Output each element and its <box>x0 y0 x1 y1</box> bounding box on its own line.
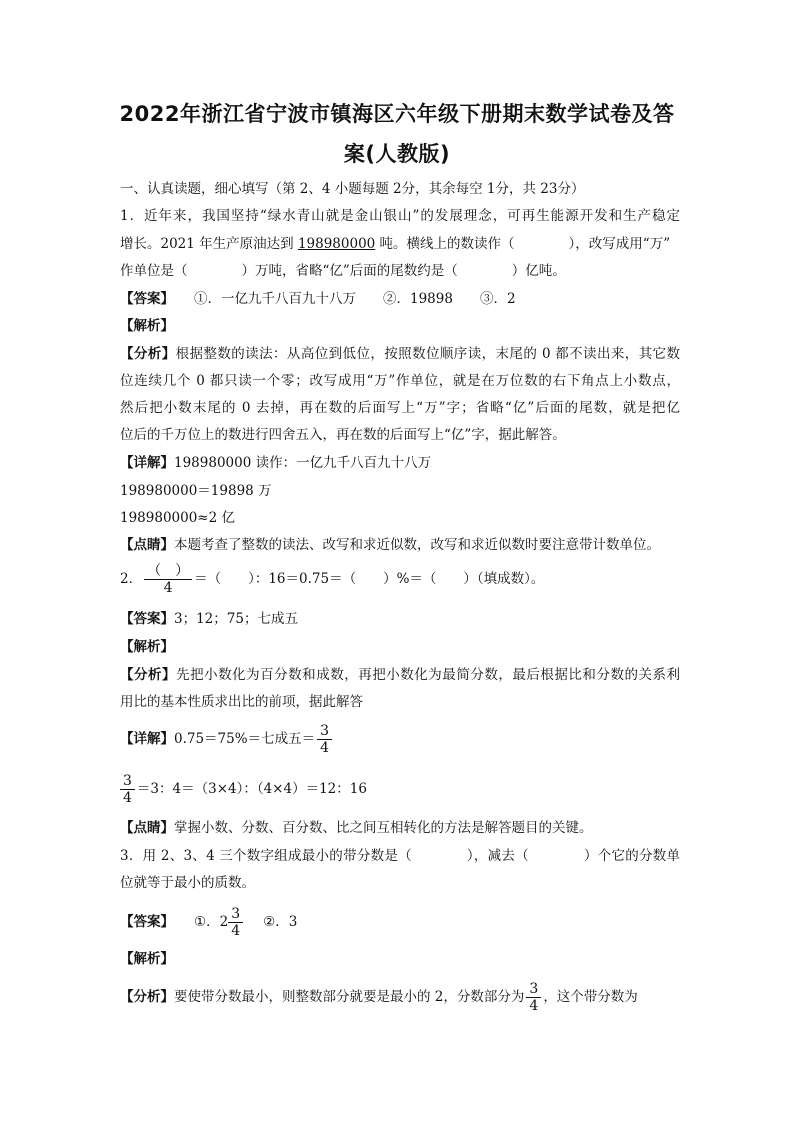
q2-xiangjie-line-1 <box>120 718 680 760</box>
q2-number: 2． <box>120 571 143 587</box>
xiangjie-label: 【详解】 <box>120 731 174 747</box>
answer-label: 【答案】 <box>120 291 174 307</box>
xiangjie-label: 【详解】 <box>120 455 174 471</box>
q2-fenxi-line-1 <box>120 664 680 686</box>
q2-fraction-numerator: （ ） <box>144 563 192 580</box>
q1-dianjing <box>120 534 680 556</box>
q2-fenxi-text-1: 先把小数化为百分数和成数，再把小数化为最简分数，最后根据比和分数的关系利 <box>176 667 681 683</box>
section-heading: 一、认真读题，细心填写（第 2、4 小题每题 2分，其余每空 1分，共 23分） <box>120 181 585 197</box>
q1-text-line-3: 作单位是（ ）万吨，省略“亿”后面的尾数约是（ ）亿吨。 <box>120 263 566 279</box>
q1-line2-part-a: 增长。2021 年生产原油达到 <box>120 236 298 252</box>
dianjing-label: 【点睛】 <box>120 820 174 836</box>
q2-answer-text: 3；12；75；七成五 <box>174 611 298 627</box>
q1-fenxi-line-3: 然后把小数末尾的 0 去掉，再在数的后面写上“万”字；省略“亿”后面的尾数，就是把亿 <box>120 400 680 416</box>
page-title-line-2: 案(人教版) <box>343 142 451 166</box>
dianjing-label: 【点睛】 <box>120 537 174 553</box>
q1-analysis-label: 【解析】 <box>120 318 174 334</box>
q1-fenxi-line-4: 位后的千万位上的数进行四舍五入，再在数的后面写上“亿”字，据此解答。 <box>120 427 566 443</box>
q1-line2-part-b: 吨。横线上的数读作（ ），改写成用“万” <box>375 236 671 252</box>
q2-fraction-denominator: 4 <box>163 580 173 596</box>
q3-answer-part-b: ②．3 <box>263 914 298 930</box>
q2-frac2-denominator: 4 <box>123 790 132 806</box>
q1-dianjing-text: 本题考查了整数的读法、改写和求近似数，改写和求近似数时要注意带计数单位。 <box>174 537 660 553</box>
q2-xiangjie-text-1: 0.75＝75%＝七成五＝ <box>174 731 316 747</box>
q3-answer-part-a: ①．2 <box>194 914 229 930</box>
fenxi-label: 【分析】 <box>120 989 174 1005</box>
q1-xiangjie-line-2: 198980000＝19898 万 <box>120 483 272 499</box>
q3-text-line-2: 位就等于最小的质数。 <box>120 875 255 891</box>
q2-xiangjie-line-2 <box>120 768 680 810</box>
q2-fraction-3-4-leading <box>120 773 135 806</box>
fenxi-label: 【分析】 <box>120 346 176 362</box>
q1-text-line-2 <box>120 233 680 255</box>
q3-fenxi-text-1: 要使带分数最小，则整数部分就要是最小的 2，分数部分为 <box>174 989 525 1005</box>
q2-dianjing <box>120 817 680 839</box>
q3-answer <box>120 901 680 943</box>
q1-xiangjie-line-1 <box>120 452 680 474</box>
q2-question-rest: ＝（ ）：16＝0.75＝（ ）%＝（ ）（填成数）。 <box>194 571 545 587</box>
q1-xiangjie-line-3: 198980000≈2 亿 <box>120 510 235 526</box>
q2-analysis-label: 【解析】 <box>120 639 174 655</box>
q1-xiangjie-text-1: 198980000 读作：一亿九千八百九十八万 <box>174 455 432 471</box>
q2-fraction <box>144 563 192 596</box>
q1-answer-text: ①．一亿九千八百九十八万 ②．19898 ③．2 <box>194 291 516 307</box>
q2-fraction-3-4 <box>317 723 332 756</box>
q1-fenxi-line-2: 位连续几个 0 都只读一个零；改写成用“万”作单位，就是在万位数的右下角点上小数点， <box>120 373 680 389</box>
q2-xiangjie-text-2: ＝3：4＝（3×4）：（4×4）＝12：16 <box>136 781 367 797</box>
q3-fenxi-numerator: 3 <box>526 981 541 998</box>
q3-fenxi-denominator: 4 <box>529 998 539 1014</box>
page-title-line-1: 2022年浙江省宁波市镇海区六年级下册期末数学试卷及答 <box>119 102 675 126</box>
q1-underlined-number: 198980000 <box>297 236 376 252</box>
q1-answer <box>120 288 680 310</box>
fenxi-label: 【分析】 <box>120 667 177 683</box>
q1-text-line-1: 1．近年来，我国坚持“绿水青山就是金山银山”的发展理念，可再生能源开发和生产稳定 <box>120 208 680 224</box>
q3-fenxi-text-1b: ，这个带分数为 <box>543 989 638 1005</box>
q1-fenxi-line-1 <box>120 343 680 365</box>
q2-frac-numerator: 3 <box>317 723 332 740</box>
q3-analysis-label: 【解析】 <box>120 951 174 967</box>
q3-answer-fraction <box>228 906 243 939</box>
q2-fenxi-line-2: 用比的基本性质求出比的前项，据此解答 <box>120 694 363 710</box>
q3-ans-numerator: 3 <box>228 906 243 923</box>
q2-question <box>120 561 680 597</box>
q3-fenxi-line-1 <box>120 976 680 1018</box>
q2-answer <box>120 608 680 630</box>
q3-text-line-1: 3．用 2、3、4 三个数字组成最小的带分数是（ ），减去（ ）个它的分数单 <box>120 848 680 864</box>
q2-dianjing-text: 掌握小数、分数、百分数、比之间互相转化的方法是解答题目的关键。 <box>174 820 593 836</box>
q3-ans-denominator: 4 <box>231 923 241 939</box>
q2-frac-denominator: 4 <box>320 740 329 756</box>
q1-fenxi-text-1: 根据整数的读法：从高位到低位，按照数位顺序读，末尾的 0 都不读出来，其它数 <box>175 346 681 362</box>
answer-label: 【答案】 <box>120 914 174 930</box>
q2-frac2-numerator: 3 <box>120 773 135 790</box>
q3-fenxi-fraction <box>526 981 541 1014</box>
answer-label: 【答案】 <box>120 611 174 627</box>
